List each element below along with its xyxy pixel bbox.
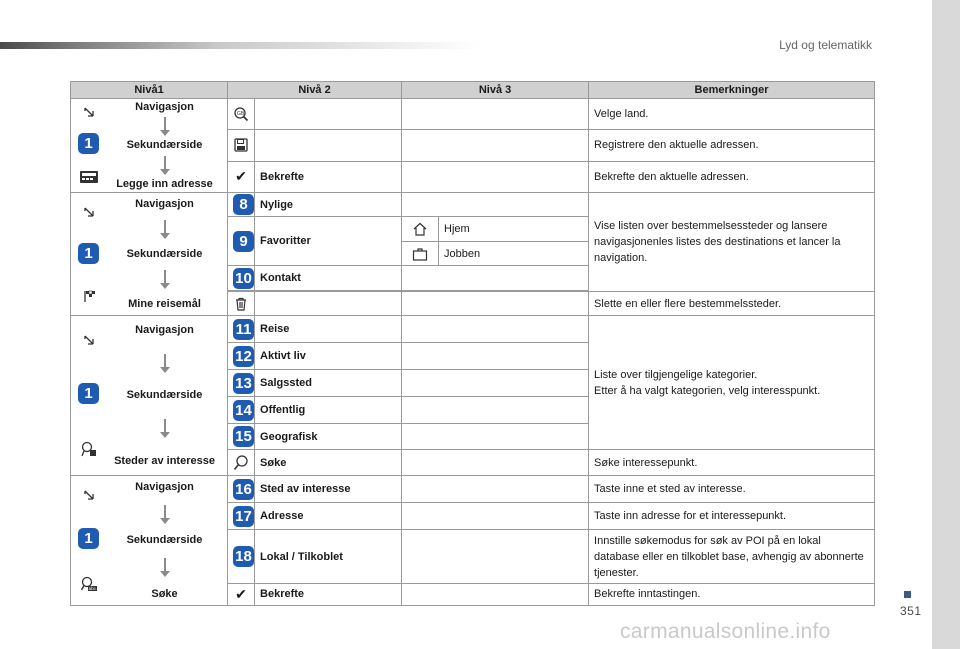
table-row	[71, 476, 875, 503]
badge-cell	[228, 503, 255, 530]
empty-cell	[402, 397, 589, 424]
page-number: 351	[900, 604, 922, 618]
briefcase-icon	[407, 247, 433, 261]
level-label: Navigasjon	[135, 100, 194, 113]
step-badge-14: 14	[233, 400, 254, 421]
label-cell: Adresse	[255, 503, 402, 530]
icon-cell	[228, 130, 255, 161]
sub-label-cell: Hjem	[439, 217, 589, 242]
level1-cell	[71, 476, 228, 606]
badge-cell	[228, 397, 255, 424]
note-cell: Registrere den aktuelle adressen.	[589, 130, 875, 161]
step-badge-16: 16	[233, 479, 254, 500]
check-icon: ✔	[235, 585, 247, 602]
checkered-flag-icon	[82, 289, 96, 303]
step-badge-13: 13	[233, 373, 254, 394]
step-badge-12: 12	[233, 346, 254, 367]
label-cell: Reise	[255, 316, 402, 343]
step-badge-17: 17	[233, 506, 254, 527]
label-cell: Nylige	[255, 193, 402, 217]
level-label: Legge inn adresse	[116, 178, 213, 191]
note-cell: Slette en eller flere bestemmelssteder.	[589, 292, 875, 316]
empty-cell	[402, 316, 589, 343]
sub-label-cell: Jobben	[439, 242, 589, 266]
empty-cell	[402, 130, 589, 161]
empty-cell	[402, 503, 589, 530]
nav-arrow-icon	[83, 489, 95, 501]
badge-cell	[228, 193, 255, 217]
down-arrow-icon	[164, 117, 166, 131]
down-arrow-icon	[164, 558, 166, 572]
note-line: Etter å ha valgt kategorien, velg interesspunkt.	[594, 384, 821, 397]
icon-cell	[402, 217, 439, 242]
icon-cell	[228, 99, 255, 130]
table-header-row	[71, 82, 875, 99]
badge-cell	[228, 370, 255, 397]
label-cell: Salgssted	[255, 370, 402, 397]
step-badge-1: 1	[78, 243, 99, 264]
empty-cell	[402, 266, 589, 291]
level1-cell	[71, 316, 228, 476]
label-cell: Lokal / Tilkoblet	[255, 530, 402, 583]
empty-cell	[402, 450, 589, 476]
column-header: Nivå 3	[402, 82, 589, 99]
label-cell: Kontakt	[255, 266, 402, 291]
page-sidebar	[932, 0, 960, 649]
section-title: Lyd og telematikk	[779, 38, 872, 52]
nav-arrow-icon	[83, 334, 95, 346]
level-label: Navigasjon	[135, 481, 194, 494]
label-cell: Favoritter	[255, 217, 402, 266]
column-header: Nivå 2	[228, 82, 402, 99]
note-cell	[589, 316, 875, 450]
step-badge-9: 9	[233, 231, 254, 252]
note-cell: Innstille søkemodus for søk av POI på en lokal database eller en tilkoblet base, avhengig av abonnerte tjenester.	[589, 530, 875, 583]
check-icon: ✔	[235, 168, 247, 185]
table-row	[71, 193, 875, 217]
badge-cell	[228, 266, 255, 291]
empty-cell	[402, 292, 589, 316]
note-line: Liste over tilgjengelige kategorier.	[594, 368, 758, 381]
down-arrow-icon	[164, 270, 166, 284]
note-cell: Bekrefte inntastingen.	[589, 583, 875, 605]
table-row	[71, 99, 875, 130]
svg-text:GB: GB	[237, 111, 245, 118]
label-cell	[255, 99, 402, 130]
nav-arrow-icon	[83, 106, 95, 118]
step-badge-1: 1	[78, 133, 99, 154]
note-cell: Søke interessepunkt.	[589, 450, 875, 476]
note-cell: Velge land.	[589, 99, 875, 130]
empty-cell	[402, 343, 589, 370]
column-header: Nivå1	[71, 82, 228, 99]
step-badge-10: 10	[233, 268, 254, 289]
badge-cell	[228, 530, 255, 583]
down-arrow-icon	[164, 354, 166, 368]
level-label: Mine reisemål	[128, 298, 201, 311]
step-badge-1: 1	[78, 528, 99, 549]
label-cell	[255, 292, 402, 316]
down-arrow-icon	[164, 156, 166, 170]
level1-cell	[71, 193, 228, 316]
icon-cell	[402, 242, 439, 266]
step-badge-15: 15	[233, 426, 254, 447]
step-badge-1: 1	[78, 383, 99, 404]
note-cell: Taste inn adresse for et interessepunkt.	[589, 503, 875, 530]
poi-icon	[81, 441, 97, 457]
home-icon	[407, 222, 433, 236]
note-cell: Taste inne et sted av interesse.	[589, 476, 875, 503]
empty-cell	[402, 583, 589, 605]
nav-arrow-icon	[83, 206, 95, 218]
label-cell: Aktivt liv	[255, 343, 402, 370]
search-icon	[233, 455, 249, 471]
trash-icon	[233, 297, 249, 311]
empty-cell	[402, 161, 589, 192]
down-arrow-icon	[164, 220, 166, 234]
level-label: Sekundærside	[126, 534, 203, 547]
empty-cell	[402, 193, 589, 217]
address-entry-icon	[79, 169, 99, 185]
badge-cell	[228, 476, 255, 503]
badge-cell	[228, 424, 255, 450]
watermark: carmanualsonline.info	[620, 620, 831, 643]
badge-cell	[228, 343, 255, 370]
step-badge-18: 18	[233, 546, 254, 567]
svg-text:abc: abc	[88, 585, 96, 591]
icon-cell	[228, 583, 255, 605]
note-cell: Bekrefte den aktuelle adressen.	[589, 161, 875, 192]
empty-cell	[402, 99, 589, 130]
level-label: Navigasjon	[135, 197, 194, 210]
page-marker-icon	[904, 591, 911, 598]
save-icon	[233, 138, 249, 152]
empty-cell	[402, 476, 589, 503]
label-cell: Geografisk	[255, 424, 402, 450]
level-label: Sekundærside	[126, 139, 203, 152]
decorative-gradient-bar	[0, 42, 480, 49]
navigation-menu-table	[70, 81, 875, 606]
down-arrow-icon	[164, 505, 166, 519]
icon-cell	[228, 292, 255, 316]
label-cell: Offentlig	[255, 397, 402, 424]
search-abc-icon	[80, 576, 98, 592]
table-row	[71, 316, 875, 343]
label-cell	[255, 130, 402, 161]
empty-cell	[402, 424, 589, 450]
level1-cell	[71, 99, 228, 193]
label-cell: Søke	[255, 450, 402, 476]
badge-cell	[228, 217, 255, 266]
step-badge-8: 8	[233, 194, 254, 215]
empty-cell	[402, 370, 589, 397]
down-arrow-icon	[164, 419, 166, 433]
step-badge-11: 11	[233, 319, 254, 340]
label-cell: Sted av interesse	[255, 476, 402, 503]
label-cell: Bekrefte	[255, 583, 402, 605]
icon-cell	[228, 161, 255, 192]
empty-cell	[402, 530, 589, 583]
note-cell: Vise listen over bestemmelsessteder og lansere navigasjonenles listes des destinations et lancer la navigation.	[589, 193, 875, 292]
column-header: Bemerkninger	[589, 82, 875, 99]
label-cell: Bekrefte	[255, 161, 402, 192]
level-label: Steder av interesse	[114, 454, 215, 467]
level-label: Sekundærside	[126, 389, 203, 402]
country-search-icon	[233, 106, 249, 122]
icon-cell	[228, 450, 255, 476]
badge-cell	[228, 316, 255, 343]
level-label: Sekundærside	[126, 247, 203, 260]
level-label: Navigasjon	[135, 324, 194, 337]
level-label: Søke	[151, 587, 178, 600]
